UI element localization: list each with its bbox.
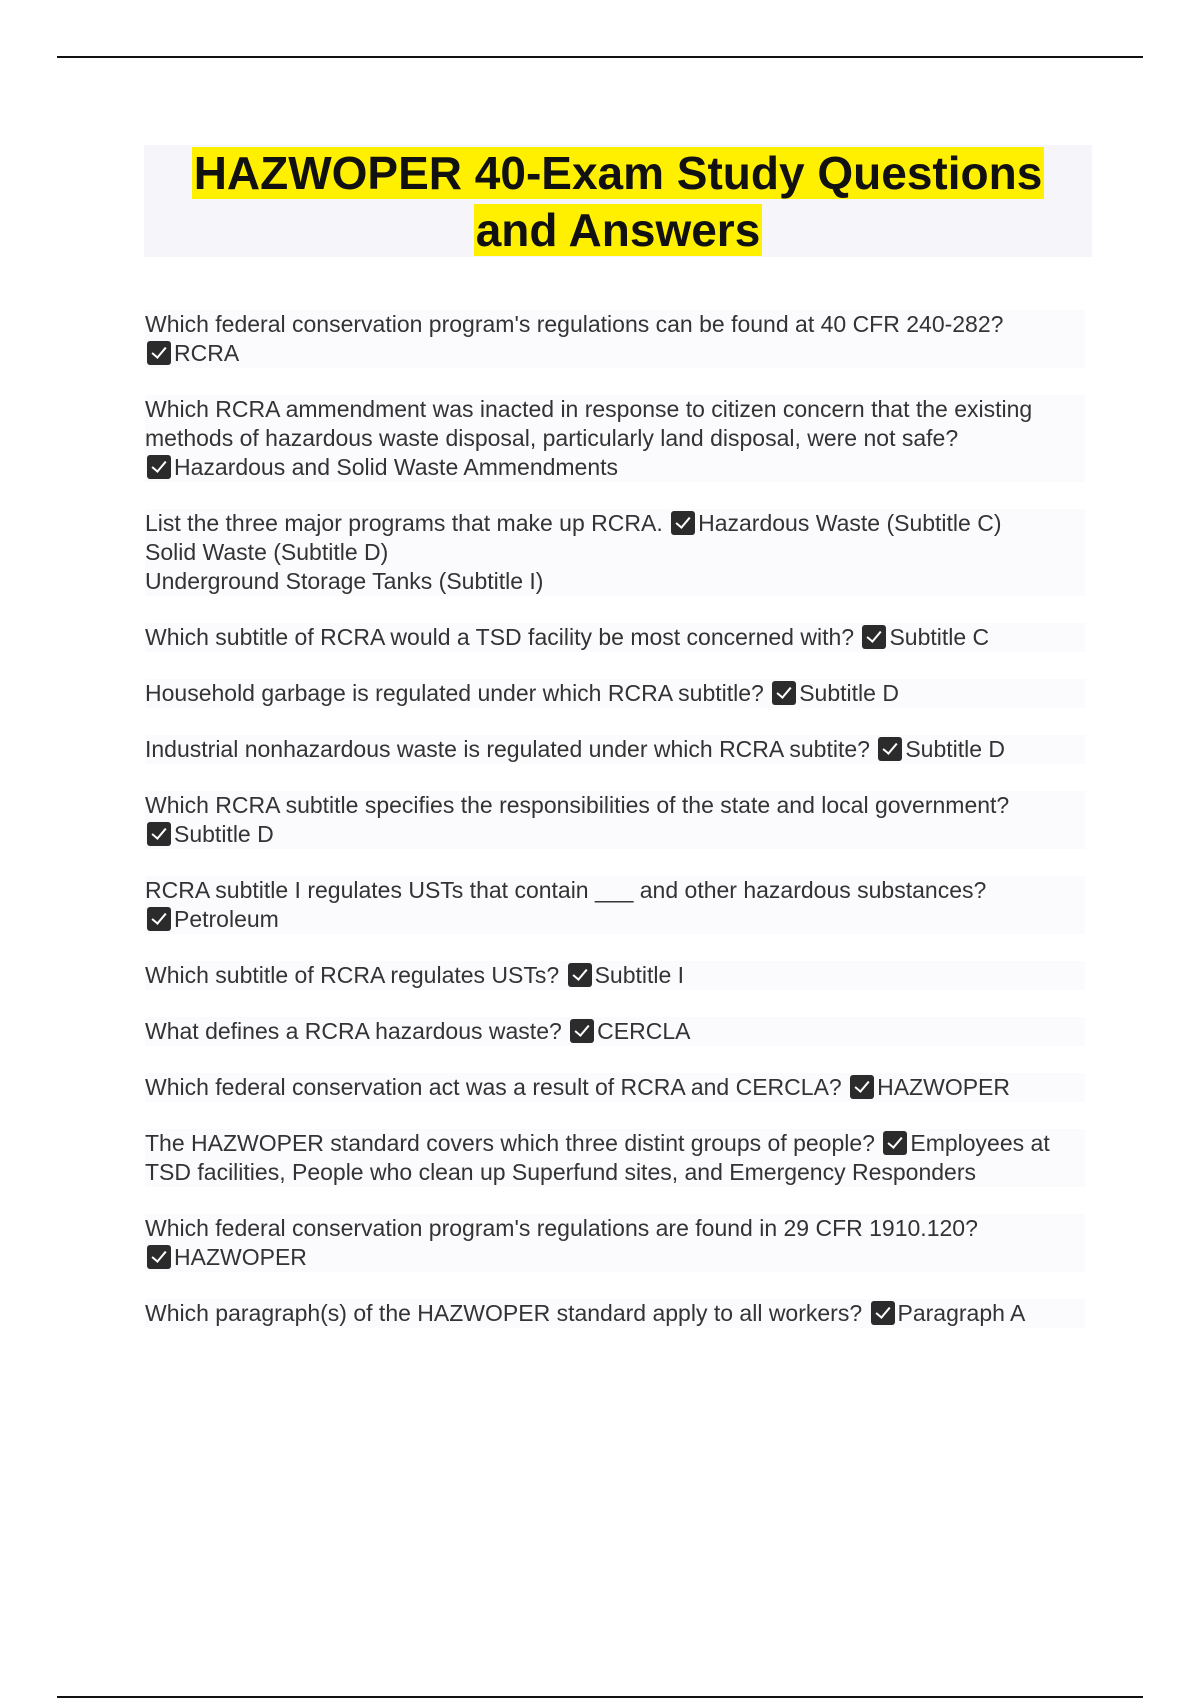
qa-item-13 <box>145 1214 1085 1272</box>
qa-item-2 <box>145 395 1085 482</box>
answer-text: Hazardous and Solid Waste Ammendments <box>174 454 619 480</box>
checkmark-icon <box>147 341 171 365</box>
answer-text: CERCLA <box>597 1018 691 1044</box>
answer-line <box>145 1243 1085 1272</box>
answer-text: Employees at TSD facilities, People who clean up Superfund sites, and Emergency Responders <box>145 1130 1050 1185</box>
qa-item-7 <box>145 791 1085 849</box>
qa-item-10 <box>145 1017 1085 1046</box>
checkmark-icon <box>850 1075 874 1099</box>
checkmark-icon <box>871 1301 895 1325</box>
question-text: Which paragraph(s) of the HAZWOPER standard apply to all workers? <box>145 1300 863 1326</box>
question-text: Which RCRA subtitle specifies the responsibilities of the state and local government? <box>145 792 1010 818</box>
top-rule <box>57 56 1143 58</box>
bottom-rule <box>57 1696 1143 1698</box>
answer-text: Paragraph A <box>897 1300 1026 1326</box>
qa-item-3 <box>145 509 1085 596</box>
qa-list <box>145 310 1085 1355</box>
qa-item-14 <box>145 1299 1085 1328</box>
qa-item-12 <box>145 1129 1085 1187</box>
answer-text: Subtitle D <box>799 680 899 706</box>
question-text: Which federal conservation act was a result of RCRA and CERCLA? <box>145 1074 842 1100</box>
answer-text: Subtitle D <box>174 821 274 847</box>
checkmark-icon <box>147 1245 171 1269</box>
checkmark-icon <box>570 1019 594 1043</box>
question-text: Industrial nonhazardous waste is regulated under which RCRA subtite? <box>145 736 870 762</box>
qa-item-6 <box>145 735 1085 764</box>
qa-item-9 <box>145 961 1085 990</box>
question-text: What defines a RCRA hazardous waste? <box>145 1018 562 1044</box>
answer-extra-line: Underground Storage Tanks (Subtitle I) <box>145 568 544 594</box>
checkmark-icon <box>772 681 796 705</box>
answer-text: Petroleum <box>174 906 279 932</box>
question-text: Which subtitle of RCRA would a TSD facility be most concerned with? <box>145 624 855 650</box>
qa-item-11 <box>145 1073 1085 1102</box>
answer-text: Hazardous Waste (Subtitle C) <box>698 510 1002 536</box>
checkmark-icon <box>671 511 695 535</box>
answer-text: HAZWOPER <box>174 1244 307 1270</box>
checkmark-icon <box>878 737 902 761</box>
checkmark-icon <box>883 1131 907 1155</box>
title-line-1: HAZWOPER 40-Exam Study Questions <box>193 147 1043 199</box>
answer-line <box>145 339 1085 368</box>
answer-line <box>145 453 1085 482</box>
checkmark-icon <box>147 455 171 479</box>
answer-text: HAZWOPER <box>877 1074 1010 1100</box>
qa-item-8 <box>145 876 1085 934</box>
answer-line <box>145 905 1085 934</box>
answer-text: Subtitle I <box>594 962 685 988</box>
question-text: Which federal conservation program's regulations are found in 29 CFR 1910.120? <box>145 1215 978 1241</box>
answer-text: Subtitle C <box>889 624 990 650</box>
checkmark-icon <box>147 822 171 846</box>
question-text: The HAZWOPER standard covers which three distint groups of people? <box>145 1130 875 1156</box>
checkmark-icon <box>568 963 592 987</box>
question-text: Household garbage is regulated under which RCRA subtitle? <box>145 680 764 706</box>
answer-text: RCRA <box>174 340 240 366</box>
question-text: Which RCRA ammendment was inacted in response to citizen concern that the existing methods of hazardous waste disposal, particularly land disposal, were not safe? <box>145 396 1033 451</box>
question-text: Which subtitle of RCRA regulates USTs? <box>145 962 560 988</box>
answer-extra-line: Solid Waste (Subtitle D) <box>145 539 389 565</box>
qa-item-4 <box>145 623 1085 652</box>
question-text: Which federal conservation program's regulations can be found at 40 CFR 240-282? <box>145 311 1004 337</box>
checkmark-icon <box>862 625 886 649</box>
checkmark-icon <box>147 907 171 931</box>
qa-item-5 <box>145 679 1085 708</box>
qa-item-1 <box>145 310 1085 368</box>
answer-text: Subtitle D <box>905 736 1006 762</box>
question-text: RCRA subtitle I regulates USTs that contain ___ and other hazardous substances? <box>145 877 987 903</box>
title-line-2: and Answers <box>475 204 761 256</box>
question-text: List the three major programs that make up RCRA. <box>145 510 663 536</box>
document-title <box>144 145 1092 257</box>
answer-line <box>145 820 1085 849</box>
